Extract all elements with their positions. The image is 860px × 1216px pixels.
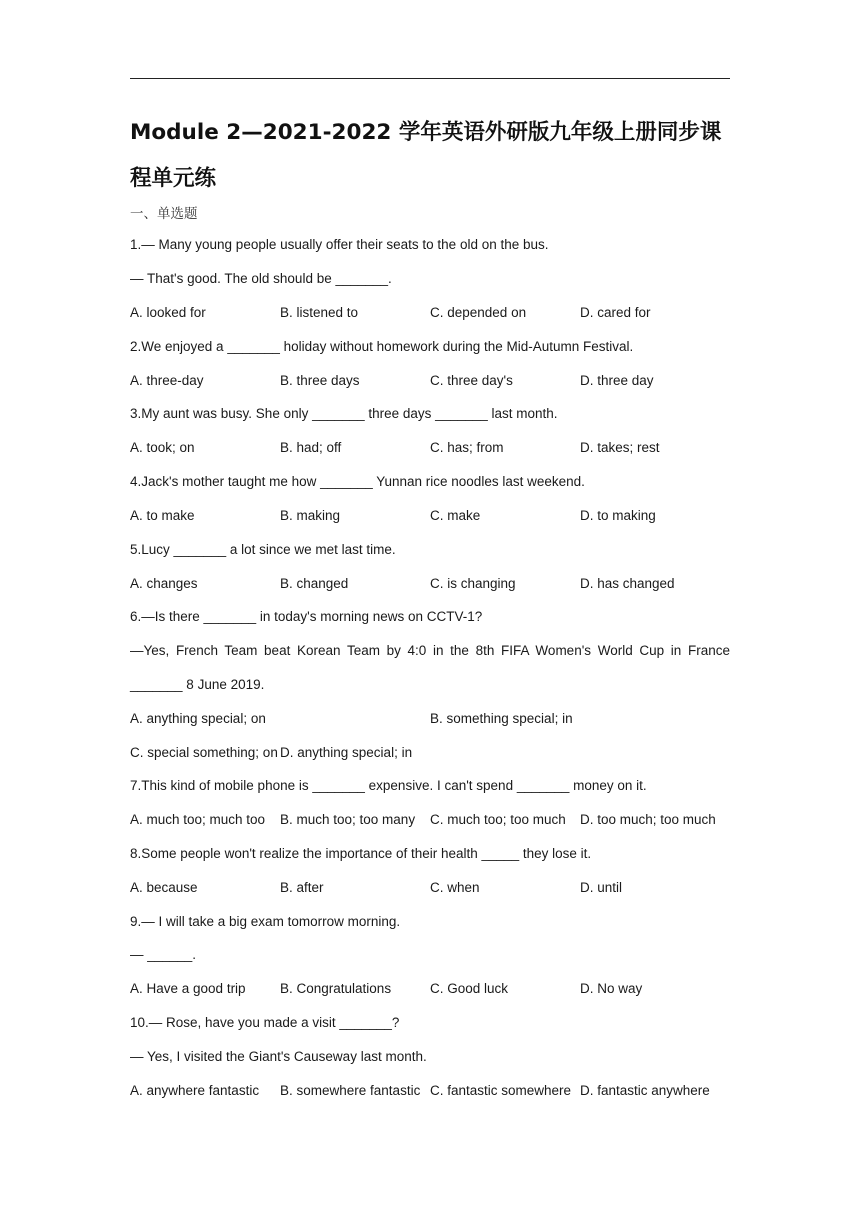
question-6-stem-line2: —Yes, French Team beat Korean Team by 4:0 in the 8th FIFA Women's World Cup in France — [130, 643, 730, 658]
question-9-stem: 9.— I will take a big exam tomorrow morning. — [130, 914, 401, 929]
question-5-option-d: D. has changed — [580, 576, 675, 591]
question-7-stem: 7.This kind of mobile phone is _______ expensive. I can't spend _______ money on it. — [130, 778, 647, 793]
question-9-option-a: A. Have a good trip — [130, 981, 246, 996]
question-4-option-d: D. to making — [580, 508, 656, 523]
question-8-option-d: D. until — [580, 880, 623, 895]
question-9-stem-line2: — ______. — [130, 947, 197, 962]
question-7-option-a: A. much too; much too — [130, 812, 266, 827]
question-9-option-b: B. Congratulations — [280, 981, 392, 996]
question-4-option-c: C. make — [430, 508, 481, 523]
question-3-option-a: A. took; on — [130, 440, 195, 455]
question-4-option-b: B. making — [280, 508, 341, 523]
question-2-option-c: C. three day's — [430, 373, 513, 388]
question-4-stem: 4.Jack's mother taught me how _______ Yunnan rice noodles last weekend. — [130, 474, 585, 489]
question-6-option-d: D. anything special; in — [280, 745, 413, 760]
question-6-stem-line3: _______ 8 June 2019. — [130, 677, 265, 692]
question-1-option-d: D. cared for — [580, 305, 651, 320]
question-2-option-d: D. three day — [580, 373, 654, 388]
question-1-stem-line2: — That's good. The old should be _______. — [130, 271, 392, 286]
question-7-option-d: D. too much; too much — [580, 812, 716, 827]
question-2-option-b: B. three days — [280, 373, 360, 388]
question-10-option-c: C. fantastic somewhere — [430, 1083, 572, 1098]
question-10-option-a: A. anywhere fantastic — [130, 1083, 260, 1098]
question-6-option-c: C. special something; on — [130, 745, 278, 760]
question-6-option-b: B. something special; in — [430, 711, 573, 726]
question-6-option-a: A. anything special; on — [130, 711, 266, 726]
question-3-option-b: B. had; off — [280, 440, 342, 455]
question-3-option-c: C. has; from — [430, 440, 504, 455]
question-7-option-c: C. much too; too much — [430, 812, 566, 827]
question-5-option-c: C. is changing — [430, 576, 516, 591]
question-6-stem: 6.—Is there _______ in today's morning news on CCTV-1? — [130, 609, 483, 624]
question-8-option-a: A. because — [130, 880, 198, 895]
question-8-option-c: C. when — [430, 880, 480, 895]
question-1-option-c: C. depended on — [430, 305, 527, 320]
page-title: Module 2—2021-2022 学年英语外研版九年级上册同步课程单元练 — [130, 120, 722, 191]
question-2-option-a: A. three-day — [130, 373, 204, 388]
question-8-option-b: B. after — [280, 880, 324, 895]
question-2-stem: 2.We enjoyed a _______ holiday without homework during the Mid-Autumn Festival. — [130, 339, 634, 354]
question-1-option-a: A. looked for — [130, 305, 206, 320]
question-5-option-b: B. changed — [280, 576, 349, 591]
question-8-stem: 8.Some people won't realize the importance of their health _____ they lose it. — [130, 846, 592, 861]
question-10-option-b: B. somewhere fantastic — [280, 1083, 421, 1098]
question-4-option-a: A. to make — [130, 508, 195, 523]
question-5-stem: 5.Lucy _______ a lot since we met last time. — [130, 542, 396, 557]
question-3-option-d: D. takes; rest — [580, 440, 660, 455]
question-10-stem-line2: — Yes, I visited the Giant's Causeway last month. — [130, 1049, 427, 1064]
question-1-option-b: B. listened to — [280, 305, 359, 320]
question-9-option-c: C. Good luck — [430, 981, 509, 996]
question-1-stem: 1.— Many young people usually offer their seats to the old on the bus. — [130, 237, 549, 252]
question-3-stem: 3.My aunt was busy. She only _______ three days _______ last month. — [130, 406, 558, 421]
header-rule — [130, 78, 730, 79]
question-7-option-b: B. much too; too many — [280, 812, 416, 827]
question-9-option-d: D. No way — [580, 981, 643, 996]
question-10-stem: 10.— Rose, have you made a visit _______? — [130, 1015, 400, 1030]
question-5-option-a: A. changes — [130, 576, 198, 591]
section-heading: 一、单选题 — [130, 206, 198, 222]
question-10-option-d: D. fantastic anywhere — [580, 1083, 710, 1098]
